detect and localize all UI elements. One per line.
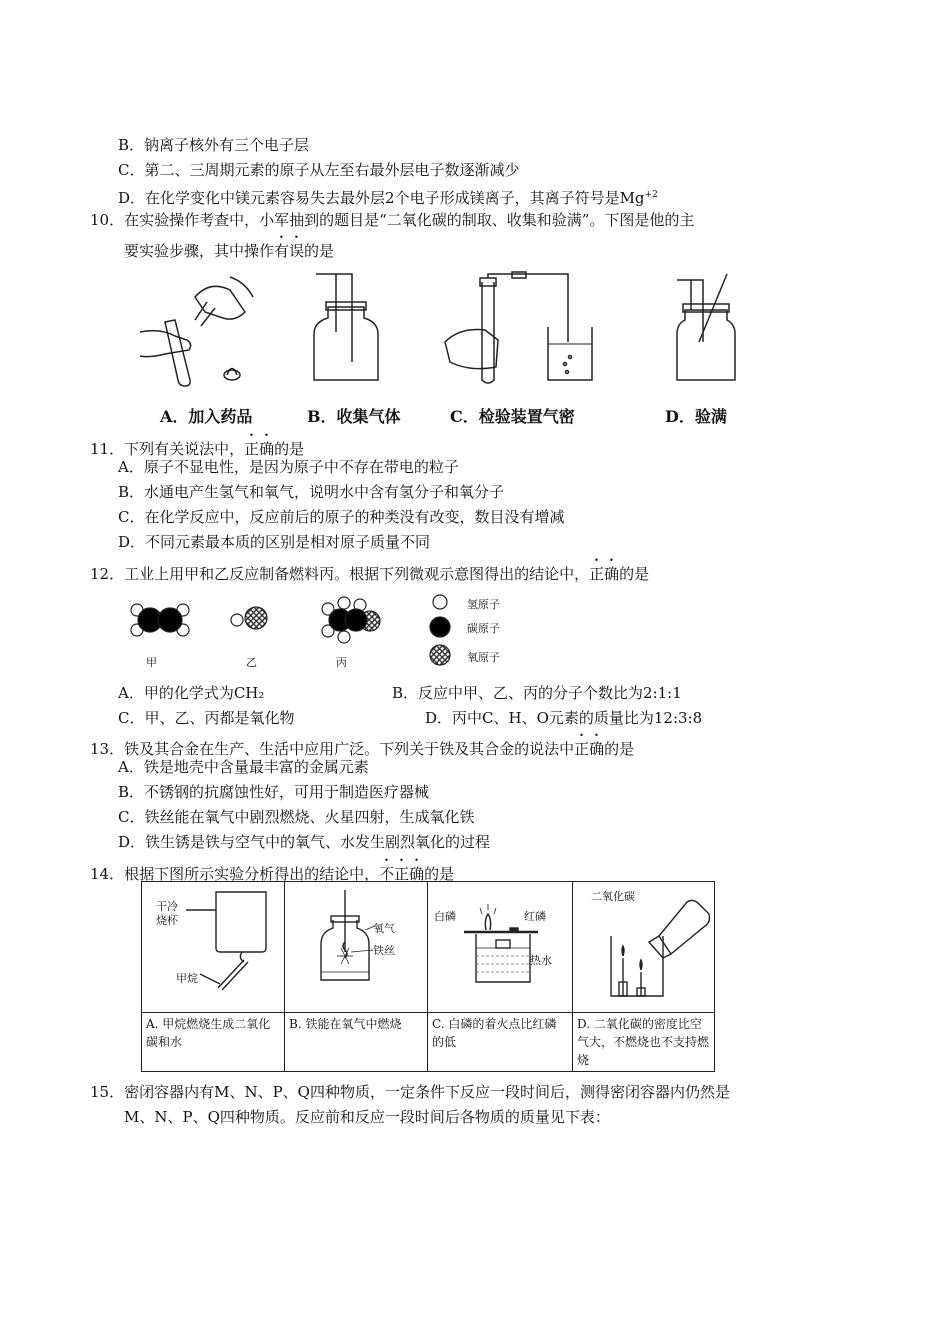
q9-option-c: C．第二、三周期元素的原子从左至右最外层电子数逐渐减少 [118,161,520,179]
q10-figure-d-check-full [675,272,745,384]
q14-label-iron-wire: 铁丝 [373,944,395,957]
q12-molecule-jia [125,598,195,642]
q14-label-white-phosphorus: 白磷 [434,910,456,923]
q14-figure-d [601,896,711,1006]
q10-stem-pre: 要实验步骤，其中操作 [124,242,275,260]
q9-option-d-text: D．在化学变化中镁元素容易失去最外层2个电子形成镁离子，其离子符号是Mg [118,189,645,207]
q14-caption-d: D. 二氧化碳的密度比空气大，不燃烧也不支持燃烧 [573,1013,715,1072]
q10-caption-b: B．收集气体 [307,407,401,426]
q14-stem-pre: 14．根据下图所示实验分析得出的结论中， [90,865,380,883]
q15-stem-line1: 15．密闭容器内有M、N、P、Q四种物质，一定条件下反应一段时间后，测得密闭容器内仍然是 [90,1083,730,1101]
q14-label-methane: 甲烷 [176,972,198,985]
q14-label-hot-water: 热水 [530,954,552,967]
q13-option-b: B．不锈钢的抗腐蚀性好，可用于制造医疗器械 [118,783,430,801]
q12-legend-symbols [428,592,454,672]
q14-experiment-table [141,881,715,1072]
q13-stem-pre: 13．铁及其合金在生产、生活中应用广泛。下列关于铁及其合金的说法中 [90,740,575,758]
q10-caption-d: D．验满 [665,407,727,426]
q14-caption-b: B. 铁能在氧气中燃烧 [285,1013,428,1072]
q12-label-bing: 丙 [336,656,347,669]
q13-option-d: D．铁生锈是铁与空气中的氧气、水发生剧烈氧化的过程 [118,833,491,851]
q14-stem-emphasis: 不正确 [379,865,425,883]
q14-label-red-phosphorus: 红磷 [524,910,546,923]
q11-option-c: C．在化学反应中，反应前后的原子的种类没有改变，数目没有增减 [118,508,565,526]
q14-stem-post: 的是 [424,865,455,883]
q14-label-oxygen: 氧气 [373,922,395,935]
q12-option-b: B．反应中甲、乙、丙的分子个数比为2:1:1 [392,684,682,702]
q14-figure-cell-d [573,882,715,1013]
q12-option-c: C．甲、乙、丙都是氧化物 [118,709,295,727]
q14-figure-cell-b [285,882,428,1013]
q12-molecule-yi [228,604,273,634]
q14-label-cold-beaker [156,900,178,928]
q11-option-a: A．原子不显电性，是因为原子中不存在带电的粒子 [118,458,459,476]
q12-legend-hydrogen: 氢原子 [467,598,500,611]
q10-caption-c: C．检验装置气密 [450,407,575,426]
q12-label-jia: 甲 [146,656,157,669]
q14-figure-c [464,890,540,1000]
q11-option-b: B．水通电产生氢气和氧气，说明水中含有氢分子和氧分子 [118,483,505,501]
q14-caption-c: C. 白磷的着火点比红磷的低 [428,1013,573,1072]
q14-figure-cell-a [142,882,285,1013]
q10-figure-b-collect-gas [312,272,392,384]
q9-option-d [118,185,658,208]
q14-stem [90,856,454,884]
q12-legend-oxygen: 氧原子 [467,651,500,664]
q13-stem-emphasis: 正确 [574,740,605,758]
q10-stem-line1: 10．在实验操作考查中，小军抽到的题目是“二氧化碳的制取、收集和验满”。下图是他的主 [90,211,695,229]
q12-stem-emphasis: 正确 [589,565,620,583]
q14-figure-b [315,890,375,1000]
q13-stem [90,731,634,759]
q13-stem-post: 的是 [604,740,635,758]
q11-stem-pre: 11．下列有关说法中， [90,440,245,458]
q13-option-c: C．铁丝能在氧气中剧烈燃烧、火星四射，生成氧化铁 [118,808,475,826]
q11-stem-post: 的是 [274,440,305,458]
q10-stem-line2 [124,233,334,261]
q12-label-yi: 乙 [246,656,257,669]
q9-option-b: B．钠离子核外有三个电子层 [118,136,310,154]
q12-molecule-bing [318,597,388,643]
q9-option-d-superscript: +2 [644,190,658,200]
q12-option-d: D．丙中C、H、O元素的质量比为12:3:8 [425,709,703,727]
q11-stem [90,431,304,459]
q12-stem [90,556,649,584]
q10-caption-a: A．加入药品 [160,407,253,426]
q12-stem-post: 的是 [619,565,650,583]
q11-stem-emphasis: 正确 [244,440,275,458]
q14-label-carbon-dioxide: 二氧化碳 [591,890,635,903]
q14-figure-cell-c [428,882,573,1013]
q10-stem-emphasis: 有误 [274,242,305,260]
q14-label-a2: 烧杯 [156,914,178,927]
q14-caption-a: A. 甲烷燃烧生成二氧化碳和水 [142,1013,285,1072]
q10-figure-a-add-reagent [135,272,255,392]
q10-figure-c-airtightness [440,272,600,384]
q12-option-a: A．甲的化学式为CH₂ [118,684,265,702]
q14-figure-a [186,888,276,998]
q14-label-a1: 干冷 [156,900,178,913]
q10-stem-post: 的是 [304,242,335,260]
q11-option-d: D．不同元素最本质的区别是相对原子质量不同 [118,533,431,551]
q12-legend-carbon: 碳原子 [467,622,500,635]
q13-option-a: A．铁是地壳中含量最丰富的金属元素 [118,758,369,776]
q15-stem-line2: M、N、P、Q四种物质。反应前和反应一段时间后各物质的质量见下表： [124,1108,610,1126]
q12-stem-pre: 12．工业上用甲和乙反应制备燃料丙。根据下列微观示意图得出的结论中， [90,565,590,583]
